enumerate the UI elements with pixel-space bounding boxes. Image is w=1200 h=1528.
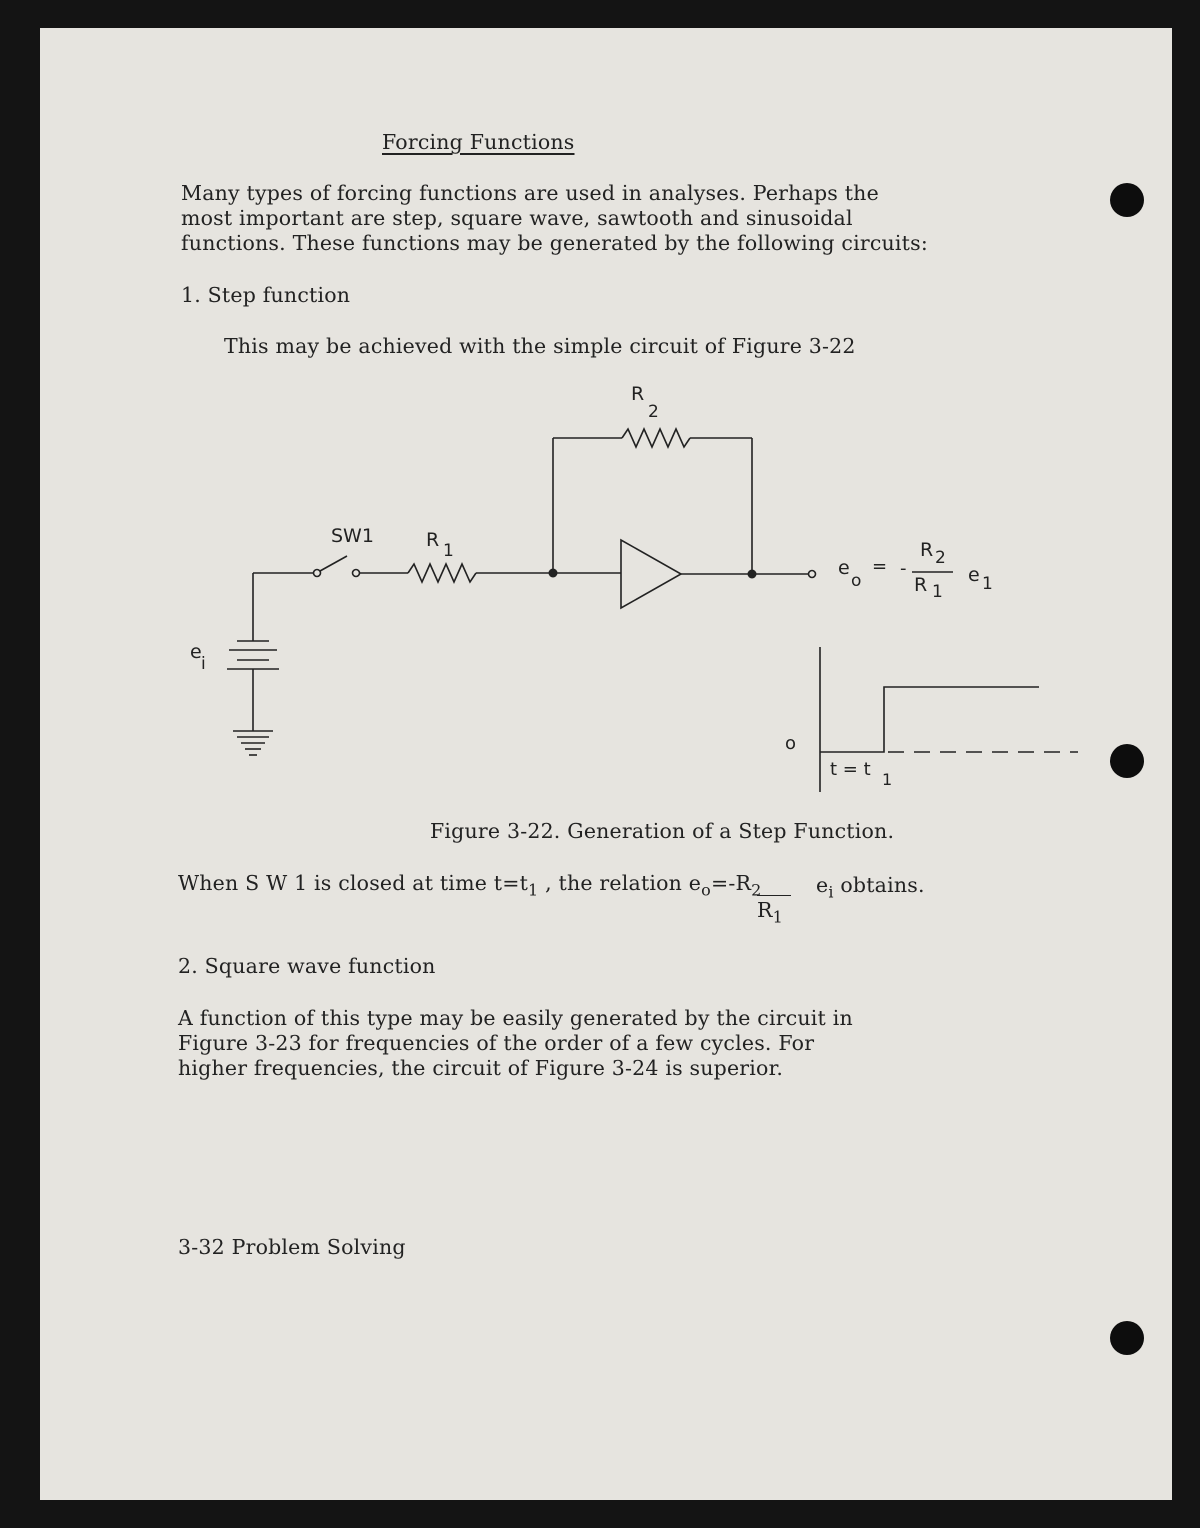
relation-tail bbox=[816, 873, 925, 902]
ei-label-sub: i bbox=[201, 654, 206, 674]
relation-ei: e bbox=[816, 873, 829, 897]
item2-line-2: Figure 3-23 for frequencies of the order of a few cycles. For bbox=[178, 1031, 815, 1055]
intro-line-2: most important are step, square wave, sawtooth and sinusoidal bbox=[181, 206, 853, 230]
relation-numerator: R bbox=[735, 871, 752, 895]
item2-line-1: A function of this type may be easily generated by the circuit in bbox=[178, 1006, 853, 1030]
figure-caption: Figure 3-22. Generation of a Step Function. bbox=[430, 819, 895, 843]
relation-fraction-bar bbox=[757, 895, 791, 896]
switch-blade bbox=[320, 556, 347, 571]
resistor-r1-zigzag bbox=[408, 564, 476, 582]
relation-equals: =- bbox=[710, 871, 736, 895]
ei-label: e bbox=[190, 641, 202, 663]
item1-title: 1. Step function bbox=[181, 283, 351, 307]
junction-node-input bbox=[549, 569, 558, 578]
relation-ei-sub: i bbox=[828, 882, 834, 902]
eq-numerator: R bbox=[920, 539, 934, 561]
eq-e1: e bbox=[968, 564, 980, 586]
graph-o-label: o bbox=[785, 733, 797, 754]
switch-terminal-left bbox=[314, 570, 321, 577]
relation-mid: , the relation e bbox=[538, 871, 702, 895]
switch-label: SW1 bbox=[331, 525, 374, 547]
output-terminal bbox=[809, 571, 816, 578]
r2-label-sub: 2 bbox=[648, 402, 659, 422]
intro-line-1: Many types of forcing functions are used in analyses. Perhaps the bbox=[181, 181, 879, 205]
relation-suffix: obtains. bbox=[833, 873, 925, 897]
page-heading: Forcing Functions bbox=[382, 130, 575, 154]
eq-e1-sub: 1 bbox=[982, 574, 993, 594]
relation-eo-sub: o bbox=[701, 880, 711, 900]
r2-label: R bbox=[631, 383, 645, 405]
relation-denominator-sub: 1 bbox=[772, 907, 784, 927]
page-footer: 3-32 Problem Solving bbox=[178, 1235, 406, 1259]
item1-text: This may be achieved with the simple circuit of Figure 3-22 bbox=[224, 334, 856, 358]
item2-line-3: higher frequencies, the circuit of Figure 3-24 is superior. bbox=[178, 1056, 784, 1080]
r1-label-sub: 1 bbox=[443, 541, 454, 561]
junction-node-output bbox=[748, 570, 757, 579]
relation-numerator-sub: 2 bbox=[751, 880, 762, 900]
eq-eo-sub: o bbox=[851, 571, 862, 591]
resistor-r2-zigzag bbox=[622, 429, 690, 447]
graph-t-label-sub: 1 bbox=[882, 770, 893, 789]
eq-equals: = bbox=[872, 556, 888, 577]
graph-t-label: t = t bbox=[830, 759, 871, 780]
eq-numerator-sub: 2 bbox=[935, 548, 946, 568]
graph-step-trace bbox=[820, 687, 1039, 752]
item2-title: 2. Square wave function bbox=[178, 954, 436, 978]
relation-denominator-main: R bbox=[757, 898, 773, 922]
eq-minus: - bbox=[900, 558, 907, 579]
eq-denominator: R bbox=[914, 574, 928, 596]
relation-t-sub: 1 bbox=[528, 880, 539, 900]
relation-prefix: When S W 1 is closed at time t=t bbox=[178, 871, 529, 895]
eq-eo: e bbox=[838, 557, 850, 579]
amplifier-triangle bbox=[621, 540, 681, 608]
eq-denominator-sub: 1 bbox=[932, 582, 943, 602]
intro-line-3: functions. These functions may be generated by the following circuits: bbox=[181, 231, 928, 255]
switch-terminal-right bbox=[353, 570, 360, 577]
relation-denominator bbox=[757, 898, 783, 927]
relation-sentence bbox=[178, 871, 762, 900]
r1-label: R bbox=[426, 529, 440, 551]
